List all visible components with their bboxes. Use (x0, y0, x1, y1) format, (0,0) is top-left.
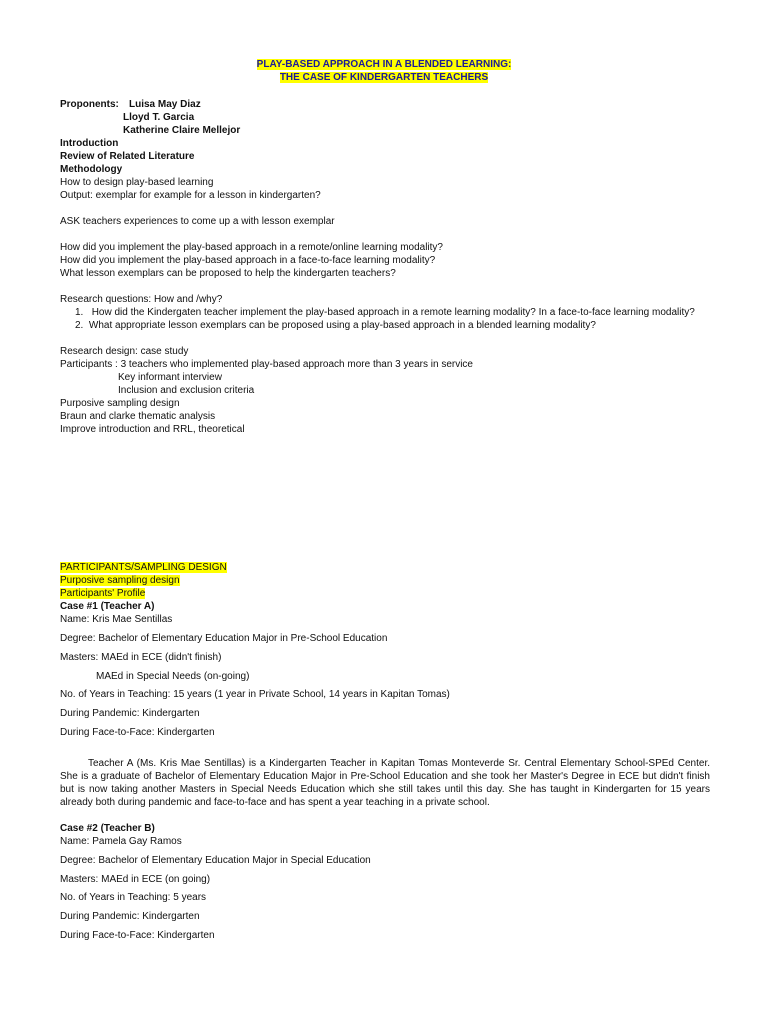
improve-note: Improve introduction and RRL, theoretical (60, 424, 245, 435)
case2-name: Name: Pamela Gay Ramos (60, 836, 182, 847)
key-informant-interview: Key informant interview (118, 372, 222, 383)
title-line-1: PLAY-BASED APPROACH IN A BLENDED LEARNING: (256, 59, 512, 70)
case1-name: Name: Kris Mae Sentillas (60, 614, 173, 625)
note-design: How to design play-based learning (60, 177, 214, 188)
case2-heading: Case #2 (Teacher B) (60, 823, 155, 834)
question-f2f: How did you implement the play-based approach in a face-to-face learning modality? (60, 255, 436, 266)
case1-f2f: During Face-to-Face: Kindergarten (60, 727, 215, 738)
case2-years: No. of Years in Teaching: 5 years (60, 892, 207, 903)
participants-profile: Participants' Profile (60, 588, 146, 599)
note-output: Output: exemplar for example for a lesson in kindergarten? (60, 190, 321, 201)
case2-f2f: During Face-to-Face: Kindergarten (60, 930, 215, 941)
thematic-analysis: Braun and clarke thematic analysis (60, 411, 216, 422)
case1-paragraph: Teacher A (Ms. Kris Mae Sentillas) is a Kindergarten Teacher in Kapitan Tomas Monteverde Sr. Central Elementary School-SPEd Center. She is a graduate of Bachelor of Elementary Education Major in Pre-School Education and she took her Master's Degree in ECE but didn't finish but is now taking another Masters in Special Needs Education which she still takes until this day. She has taught in Kindergarten for 15 years already both during pandemic and face-to-face and has spent a year teaching in a private school. (60, 758, 710, 808)
case1-degree: Degree: Bachelor of Elementary Education Major in Pre-School Education (60, 633, 388, 644)
case1-years: No. of Years in Teaching: 15 years (1 year in Private School, 14 years in Kapitan Tomas) (60, 689, 450, 700)
section-introduction: Introduction (60, 138, 119, 149)
inclusion-criteria: Inclusion and exclusion criteria (118, 385, 255, 396)
case1-masters-2: MAEd in Special Needs (on-going) (96, 671, 250, 682)
section-methodology: Methodology (60, 164, 123, 175)
research-question-2: 2. What appropriate lesson exemplars can be proposed using a play-based approach in a blended learning modality? (75, 320, 596, 331)
question-remote: How did you implement the play-based approach in a remote/online learning modality? (60, 242, 443, 253)
title-line-2: THE CASE OF KINDERGARTEN TEACHERS (279, 72, 489, 83)
participants-line: Participants : 3 teachers who implemented play-based approach more than 3 years in service (60, 359, 473, 370)
case2-masters: Masters: MAEd in ECE (on going) (60, 874, 211, 885)
question-exemplars: What lesson exemplars can be proposed to help the kindergarten teachers? (60, 268, 396, 279)
sampling-design: Purposive sampling design (60, 398, 180, 409)
proponent-name-2: Lloyd T. Garcia (123, 112, 195, 123)
note-ask: ASK teachers experiences to come up a with lesson exemplar (60, 216, 335, 227)
research-question-1: 1. How did the Kindergaten teacher implement the play-based approach in a remote learning modality? In a face-to-face learning modality? (75, 307, 695, 318)
case1-heading: Case #1 (Teacher A) (60, 601, 155, 612)
participants-sampling: Purposive sampling design (60, 575, 180, 586)
proponent-name-1: Luisa May Diaz (129, 99, 201, 110)
case2-pandemic: During Pandemic: Kindergarten (60, 911, 200, 922)
case1-pandemic: During Pandemic: Kindergarten (60, 708, 200, 719)
research-questions-label: Research questions: How and /why? (60, 294, 223, 305)
proponents-label: Proponents: (60, 99, 119, 110)
proponent-name-3: Katherine Claire Mellejor (123, 125, 241, 136)
participants-heading: PARTICIPANTS/SAMPLING DESIGN (60, 562, 227, 573)
case2-degree: Degree: Bachelor of Elementary Education Major in Special Education (60, 855, 371, 866)
research-design: Research design: case study (60, 346, 189, 357)
section-rrl: Review of Related Literature (60, 151, 195, 162)
case1-masters: Masters: MAEd in ECE (didn't finish) (60, 652, 222, 663)
